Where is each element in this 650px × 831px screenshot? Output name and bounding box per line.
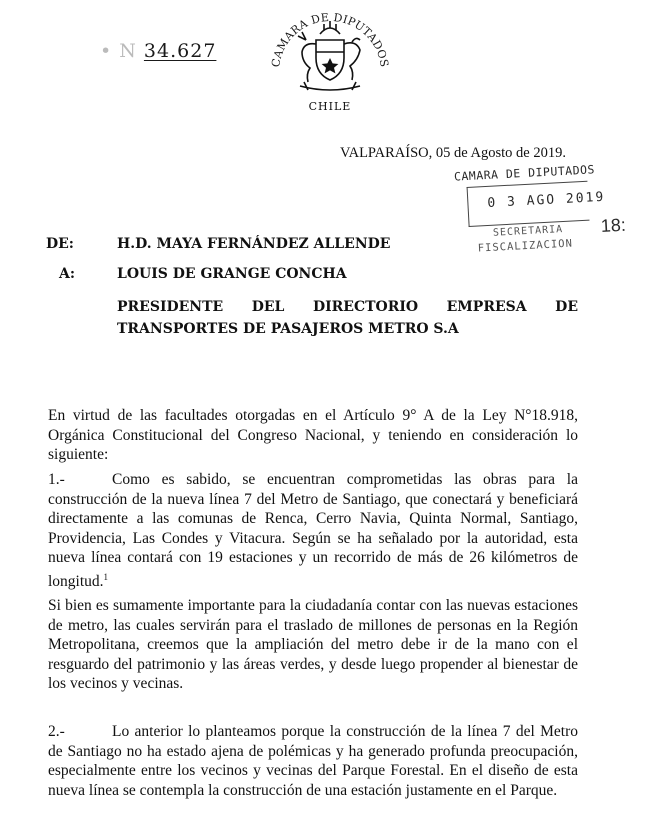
recipient-title-word: DIRECTORIO <box>312 299 419 315</box>
document-number-prefix: • N <box>100 40 137 62</box>
reception-stamp <box>448 160 627 266</box>
intro-paragraph: En virtud de las facultades otorgadas en el Artículo 9° A de la Ley N°18.918, Orgánica Constitucional del Congreso Nacional, y teniendo en consideración lo siguiente: <box>48 407 578 463</box>
point-1-number: 1.- <box>48 471 65 488</box>
chamber-seal-icon <box>265 2 395 114</box>
from-value: H.D. MAYA FERNÁNDEZ ALLENDE <box>117 236 391 252</box>
seal-top-text: CAMARA DE DIPUTADOS <box>269 10 391 69</box>
point-2-text: Lo anterior lo planteamos porque la construcción de la línea 7 del Metro de Santiago no ha estado ajena de polémicas y ha generado profunda preocupación, especialmente entre los vecinos y vecinas del Parque Forestal. En el diseño de esta nueva línea se contempla la construcción de una estación justamente en el Parque. <box>48 723 578 799</box>
stamp-handwritten-mark: 18: <box>600 214 627 237</box>
stamp-date: 0 3 AGO 2019 <box>487 189 606 211</box>
stamp-secretaria-text: SECRETARIA <box>492 224 564 239</box>
recipient-title-word: DE <box>555 299 578 315</box>
to-value: LOUIS DE GRANGE CONCHA <box>117 266 347 282</box>
point-2-number: 2.- <box>48 723 65 740</box>
to-label: A: <box>59 266 76 282</box>
seal-country-text: CHILE <box>308 100 352 113</box>
point-1-paragraph <box>48 470 578 591</box>
recipient-title-line2: TRANSPORTES DE PASAJEROS METRO S.A <box>117 321 459 337</box>
stamp-chamber-text: CAMARA DE DIPUTADOS <box>453 162 596 184</box>
from-label: DE: <box>46 236 74 252</box>
point-1-continuation-paragraph: Si bien es sumamente importante para la ciudadanía contar con las nuevas estaciones de metro, las cuales servirán para el traslado de millones de personas en la Región Metropolitana, creemos que la ampliación del metro debe ir de la mano con el resguardo del patrimonio y las áreas verdes, y desde luego propender al bienestar de los vecinos y vecinas. <box>48 597 578 692</box>
recipient-title-line1 <box>117 296 578 318</box>
recipient-title-word: DEL <box>251 299 285 315</box>
point-1-text: Como es sabido, se encuentran comprometidas las obras para la construcción de la nueva línea 7 del Metro de Santiago, que conectará y beneficiará directamente a las comunas de Renca, Cerro Navia, Quinta Normal, Santiago, Providencia, Las Condes y Vitacura. Según se ha señalado por la autoridad, esta nueva línea contará con 19 estaciones y un recorrido de más de 26 kilómetros de longitud. <box>48 471 578 590</box>
stamp-fiscalizacion-text: FISCALIZACION <box>477 237 574 255</box>
date-line: VALPARAÍSO, 05 de Agosto de 2019. <box>340 145 566 161</box>
recipient-title-word: PRESIDENTE <box>117 299 224 315</box>
recipient-title-word: EMPRESA <box>446 299 527 315</box>
recipient-title <box>117 296 578 340</box>
footnote-marker: 1 <box>103 571 109 582</box>
document-number <box>100 40 260 68</box>
point-2-paragraph <box>48 722 578 800</box>
document-number-value: 34.627 <box>143 40 217 62</box>
